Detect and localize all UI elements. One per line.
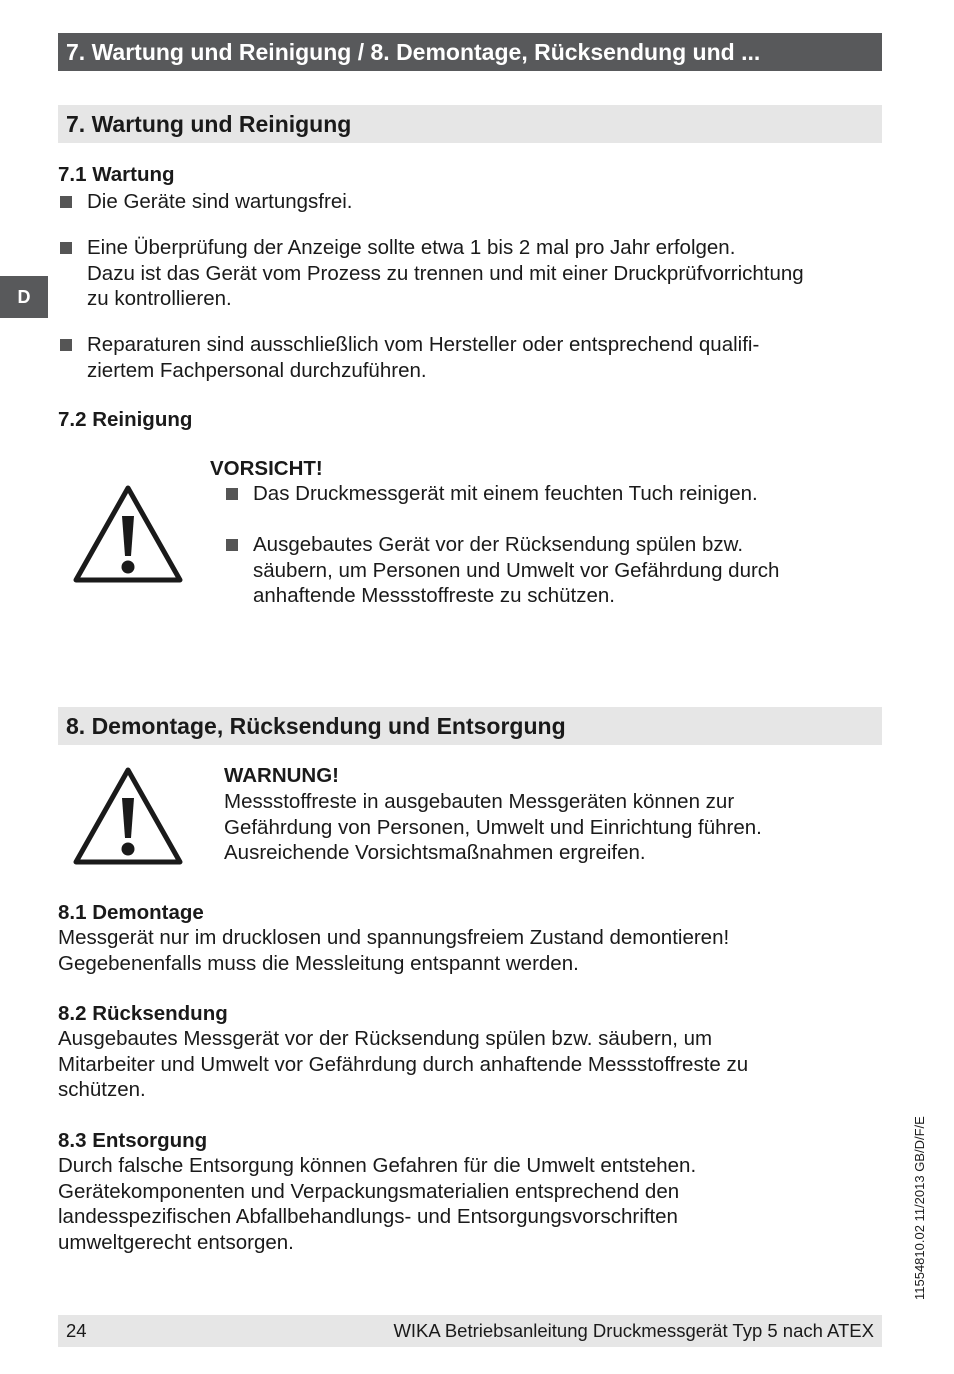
subsection-7-1-title: 7.1 Wartung [58, 163, 175, 186]
section-7-title: 7. Wartung und Reinigung [58, 105, 882, 143]
page-header: 7. Wartung und Reinigung / 8. Demontage, Rücksendung und ... [58, 33, 882, 71]
list-item-line: Das Druckmessgerät mit einem feuchten Tuch reinigen. [253, 482, 758, 505]
list-item-line: Ausgebautes Gerät vor der Rücksendung spülen bzw. [253, 533, 744, 556]
document-code: 11554810.02 11/2013 GB/D/F/E [912, 1116, 927, 1300]
page-number: 24 [66, 1320, 87, 1341]
list-item-line: Dazu ist das Gerät vom Prozess zu trennen und mit einer Druckprüfvorrichtung [87, 261, 804, 285]
page-footer [58, 1315, 882, 1347]
paragraph-line: Messgerät nur im drucklosen und spannungsfreiem Zustand demontieren! [58, 926, 730, 949]
paragraph-line: landesspezifischen Abfallbehandlungs- und Entsorgungsvorschriften [58, 1205, 678, 1228]
square-bullet-icon [60, 339, 72, 351]
paragraph-line: Durch falsche Entsorgung können Gefahren für die Umwelt entstehen. [58, 1154, 697, 1177]
subsection-7-2-title: 7.2 Reinigung [58, 408, 193, 431]
list-item-line: Die Geräte sind wartungsfrei. [87, 190, 353, 213]
footer-title: WIKA Betriebsanleitung Druckmessgerät Typ 5 nach ATEX [393, 1320, 874, 1341]
list-item-line: zu kontrollieren. [87, 287, 232, 310]
square-bullet-icon [60, 242, 72, 254]
warning-line: Messstoffreste in ausgebauten Messgeräten können zur [224, 790, 735, 813]
subsection-8-1-text [58, 925, 729, 976]
square-bullet-icon [226, 488, 238, 500]
subsection-8-2-text [58, 1026, 748, 1103]
warning-triangle-icon [72, 484, 184, 584]
warning-triangle-icon [72, 766, 184, 866]
subsection-8-2-title: 8.2 Rücksendung [58, 1002, 228, 1025]
paragraph-line: umweltgerecht entsorgen. [58, 1230, 294, 1254]
warning-line: Gefährdung von Personen, Umwelt und Einrichtung führen. [224, 815, 762, 839]
list-item-line: anhaftende Messstoffreste zu schützen. [253, 584, 616, 607]
list-item-line: säubern, um Personen und Umwelt vor Gefährdung durch [253, 558, 780, 582]
list-item-line: ziertem Fachpersonal durchzuführen. [87, 358, 427, 382]
caution-title: VORSICHT! [210, 457, 323, 480]
list-item-line: Eine Überprüfung der Anzeige sollte etwa 1 bis 2 mal pro Jahr erfolgen. [87, 236, 736, 259]
square-bullet-icon [60, 196, 72, 208]
paragraph-line: Ausgebautes Messgerät vor der Rücksendung spülen bzw. säubern, um [58, 1027, 713, 1050]
language-tab: D [0, 276, 48, 318]
paragraph-line: Gegebenenfalls muss die Messleitung entspannt werden. [58, 951, 579, 975]
warning-line: Ausreichende Vorsichtsmaßnahmen ergreifen. [224, 841, 646, 864]
warning-title: WARNUNG! [224, 764, 340, 787]
subsection-8-3-title: 8.3 Entsorgung [58, 1129, 208, 1152]
section-8-title: 8. Demontage, Rücksendung und Entsorgung [58, 707, 882, 745]
paragraph-line: Mitarbeiter und Umwelt vor Gefährdung durch anhaftende Messstoffreste zu [58, 1052, 749, 1076]
warning-text [224, 789, 762, 866]
square-bullet-icon [226, 539, 238, 551]
paragraph-line: Gerätekomponenten und Verpackungsmaterialien entsprechend den [58, 1179, 680, 1203]
paragraph-line: schützen. [58, 1078, 146, 1101]
subsection-8-1-title: 8.1 Demontage [58, 901, 204, 924]
list-item-line: Reparaturen sind ausschließlich vom Hersteller oder entsprechend qualifi- [87, 333, 760, 356]
subsection-8-3-text [58, 1153, 696, 1255]
